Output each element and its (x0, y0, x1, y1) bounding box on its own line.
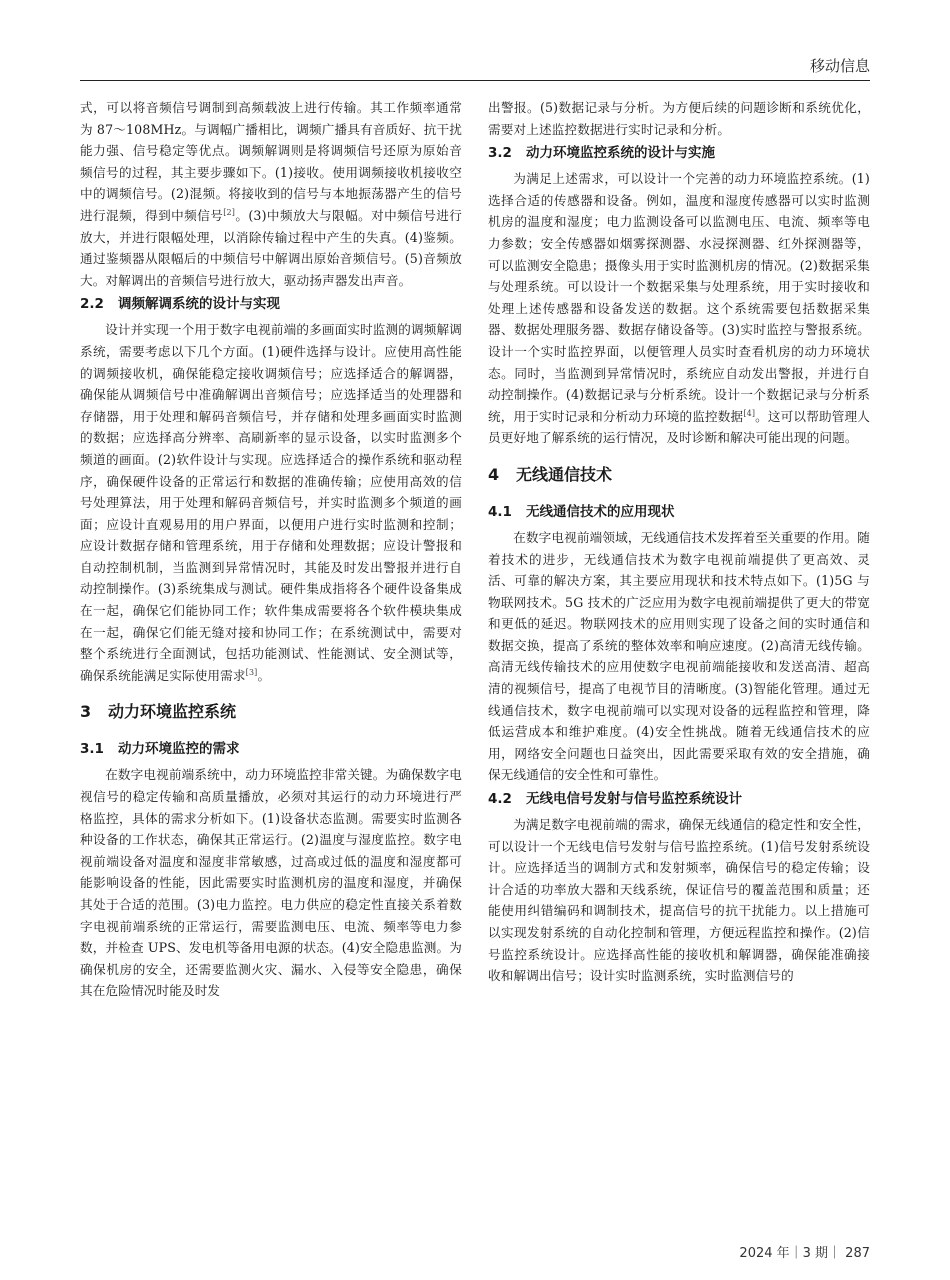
section-heading-2-2 (80, 293, 462, 315)
section-heading-4-1 (488, 501, 870, 523)
section-title: 无线电信号发射与信号监控系统设计 (526, 791, 742, 808)
section-title: 动力环境监控的需求 (118, 741, 240, 758)
section-heading-3 (80, 700, 462, 724)
paragraph-text: 。 (257, 667, 271, 683)
section-title: 动力环境监控系统的设计与实施 (526, 145, 715, 162)
paragraph-text: 。(3)中频放大与限幅。对中频信号进行放大，并进行限幅处理，以消除传输过程中产生的失真。(4)鉴频。通过鉴频器从限幅后的中频信号中解调出原始音频信号。(5)音频放大。对解调出的音频信号进行放大，驱动扬声器发出声音。 (80, 207, 462, 288)
citation-ref: [2] (223, 207, 236, 217)
section-title: 无线通信技术 (516, 464, 613, 484)
citation-ref: [3] (245, 667, 258, 677)
paragraph-monitoring-needs-cont: 出警报。(5)数据记录与分析。为方便后续的问题诊断和系统优化，需要对上述监控数据进行实时记录和分析。 (488, 100, 870, 137)
paragraph-text: 为满足上述需求，可以设计一个完善的动力环境监控系统。(1)选择合适的传感器和设备。例如，温度和湿度传感器可以实时监测机房的温度和湿度；电力监测设备可以监测电压、电流、频率等电力参数；安全传感器如烟雾探测器、水浸探测器、红外探测器等，可以监测安全隐患；摄像头用于实时监测机房的情况。(2)数据采集与处理系统。可以设计一个数据采集与处理系统，用于实时接收和处理上述传感器和设备发送的数据。这个系统需要包括数据采集器、数据处理服务器、数据存储设备等。(3)实时监控与警报系统。设计一个实时监控界面，以便管理人员实时查看机房的动力环境状态。同时，当监测到异常情况时，系统应自动发出警报，并进行自动控制操作。(4)数据记录与分析系统。设计一个数据记录与分析系统，用于实时记录和分析动力环境的监控数据 (488, 171, 870, 424)
section-number: 4.2 (488, 791, 512, 808)
header-rule (80, 80, 870, 81)
section-title: 无线通信技术的应用现状 (526, 503, 675, 520)
paragraph-fm-demod-steps (80, 97, 462, 291)
page-footer: 2024 年｜3 期｜ 287 (739, 1246, 870, 1261)
section-title: 动力环境监控系统 (108, 702, 237, 722)
section-number: 3.2 (488, 145, 512, 162)
citation-ref: [4] (743, 408, 756, 418)
section-heading-4-2 (488, 788, 870, 810)
journal-name: 移动信息 (809, 57, 870, 75)
paragraph-text: 设计并实现一个用于数字电视前端的多画面实时监测的调频解调系统，需要考虑以下几个方面。(1)硬件选择与设计。应使用高性能的调频接收机，确保能稳定接收调频信号；应选择适合的解调器，确保能从调频信号中准确解调出音频信号；应选择适当的处理器和存储器，用于处理和解码音频信号，并存储和处理多画面实时监测的数据；应选择高分辨率、高刷新率的显示设备，以实时监测多个频道的画面。(2)软件设计与实现。应选择适合的操作系统和驱动程序，确保硬件设备的正常运行和数据的准确传输；应使用高效的信号处理算法，用于处理和解码音频信号，并实时监测多个频道的画面；应设计直观易用的用户界面，以便用户进行实时监测和控制；应设计数据存储和管理系统，用于存储和处理数据；应设计警报和自动控制机制，当监测到异常情况时，其能及时发出警报并进行自动控制操作。(3)系统集成与测试。硬件集成指将各个硬件设备集成在一起，确保它们能协同工作；软件集成需要将各个软件模块集成在一起，确保它们能无缝对接和协同工作；在系统测试中，需要对整个系统进行全面测试，包括功能测试、性能测试、安全测试等，确保系统能满足实际使用需求 (80, 322, 463, 683)
paragraph-wireless-status: 在数字电视前端领域，无线通信技术发挥着至关重要的作用。随着技术的进步，无线通信技术为数字电视前端提供了更高效、灵活、可靠的解决方案，其主要应用现状和技术特点如下。(1)5G 与物联网技术。5G 技术的广泛应用为数字电视前端提供了更大的带宽和更低的延迟。物联网技术的应用则实现了设备之间的实时通信和数据交换，提高了系统的整体效率和响应速度。(2)高清无线传输。高清无线传输技术的应用使数字电视前端能接收和发送高清、超高清的视频信号，提高了电视节目的清晰度。(3)智能化管理。通过无线通信技术，数字电视前端可以实现对设备的远程监控和管理，降低运营成本和维护难度。(4)安全性挑战。随着无线通信技术的应用，网络安全问题也日益突出，因此需要采取有效的安全措施，确保无线通信的安全性和可靠性。 (488, 529, 871, 783)
section-number: 4.1 (488, 503, 512, 520)
section-heading-3-2 (488, 142, 870, 164)
section-number: 3.1 (80, 741, 104, 758)
paragraph-signal-system: 为满足数字电视前端的需求，确保无线通信的稳定性和安全性，可以设计一个无线电信号发射与信号监控系统。(1)信号发射系统设计。应选择适当的调制方式和发射频率，确保信号的稳定传输；设计合适的功率放大器和天线系统，保证信号的覆盖范围和质量；还能使用纠错编码和调制技术，提高信号的抗干扰能力。以上措施可以实现发射系统的自动化控制和管理，方便远程监控和操作。(2)信号监控系统设计。应选择高性能的接收机和解调器，确保能准确接收和解调出信号；设计实时监测系统，实时监测信号的 (488, 817, 871, 984)
left-column (80, 97, 462, 1004)
section-title: 调频解调系统的设计与实现 (118, 296, 280, 313)
section-number: 4 (488, 464, 500, 484)
section-number: 2.2 (80, 296, 104, 313)
section-number: 3 (80, 702, 92, 722)
section-heading-4 (488, 463, 870, 487)
paragraph-text: 。这可以帮助管理人员更好地了解系统的运行情况，及时诊断和解决可能出现的问题。 (488, 408, 870, 446)
right-column (488, 97, 870, 989)
paragraph-fm-system-design (80, 319, 462, 686)
paragraph-monitoring-design (488, 168, 870, 449)
paragraph-text: 式，可以将音频信号调制到高频载波上进行传输。其工作频率通常为 87～108MHz。与调幅广播相比，调频广播具有音质好、抗干扰能力强、信号稳定等优点。调频解调则是将调频信号还原为原始音频信号的过程，其主要步骤如下。(1)接收。使用调频接收机接收空中的调频信号。(2)混频。将接收到的信号与本地振荡器产生的信号进行混频，得到中频信号 (80, 100, 462, 223)
section-heading-3-1 (80, 738, 462, 760)
paragraph-monitoring-needs: 在数字电视前端系统中，动力环境监控非常关键。为确保数字电视信号的稳定传输和高质量播放，必须对其运行的动力环境进行严格监控，具体的需求分析如下。(1)设备状态监测。需要实时监测各种设备的工作状态，确保其正常运行。(2)温度与湿度监控。数字电视前端设备对温度和湿度非常敏感，过高或过低的温度和湿度都可能影响设备的性能，因此需要实时监测机房的温度和湿度，并确保其处于合适的范围。(3)电力监控。电力供应的稳定性直接关系着数字电视前端系统的正常运行，需要监测电压、电流、频率等电力参数，并检查 UPS、发电机等备用电源的状态。(4)安全隐患监测。为确保机房的安全，还需要监测火灾、漏水、入侵等安全隐患，确保其在危险情况时能及时发 (80, 767, 463, 999)
